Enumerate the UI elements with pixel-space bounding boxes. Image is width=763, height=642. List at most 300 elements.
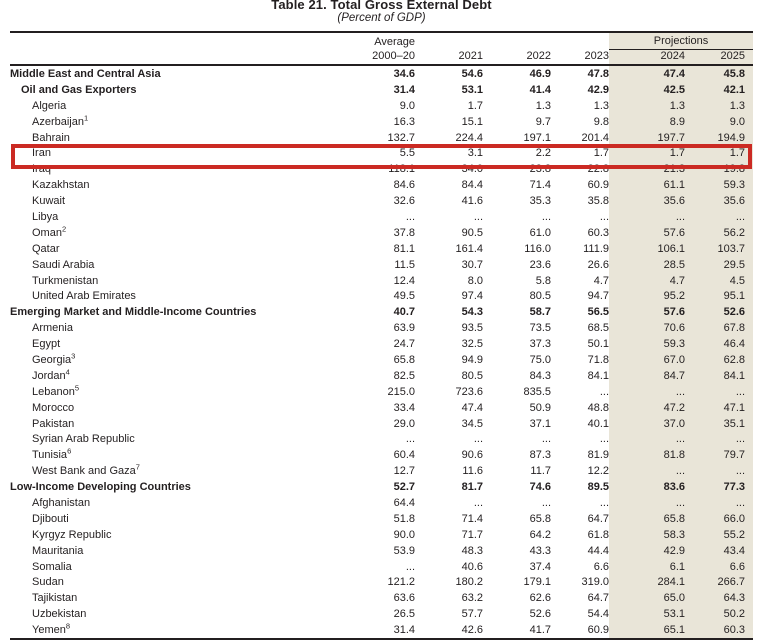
value-cell: 61.8 — [587, 528, 609, 541]
row-label: Low-Income Developing Countries — [10, 481, 191, 494]
year-header-2025: 2025 — [685, 50, 753, 66]
value-cell: 9.0 — [399, 99, 415, 112]
value-cell: 4.5 — [685, 273, 753, 289]
value-cell: 1.3 — [535, 99, 551, 112]
value-cell: 65.0 — [609, 590, 685, 606]
value-cell: 723.6 — [455, 385, 483, 398]
footnote-marker: 1 — [83, 113, 89, 122]
value-cell: 835.5 — [523, 385, 551, 398]
value-cell: ... — [609, 209, 685, 225]
row-label: Georgia$^3$ — [32, 352, 76, 366]
footnote-marker: 4 — [65, 367, 70, 377]
year-header-2021: 2021 — [458, 50, 483, 62]
table-row — [10, 241, 753, 257]
value-cell: 90.5 — [461, 226, 483, 239]
row-label: United Arab Emirates — [32, 290, 136, 303]
value-cell: 65.8 — [393, 353, 415, 366]
value-cell: 34.0 — [461, 163, 483, 176]
value-cell: 63.9 — [393, 322, 415, 335]
value-cell: ... — [405, 560, 415, 573]
value-cell: 11.6 — [462, 465, 483, 478]
table-row — [10, 336, 753, 352]
value-cell: 6.1 — [609, 559, 685, 575]
row-label: Tajikistan — [32, 592, 78, 605]
value-cell: 71.8 — [587, 353, 609, 366]
value-cell: 94.9 — [461, 353, 483, 366]
table-row — [10, 304, 753, 320]
value-cell: 65.8 — [609, 511, 685, 527]
table-row — [10, 479, 753, 495]
value-cell: 42.9 — [587, 83, 609, 96]
table-row — [10, 288, 753, 304]
value-cell: 89.5 — [587, 481, 609, 494]
value-cell: 30.7 — [461, 258, 483, 271]
value-cell: 179.1 — [523, 576, 551, 589]
value-cell: 52.6 — [685, 304, 753, 320]
value-cell: ... — [541, 433, 551, 446]
value-cell: 11.5 — [394, 258, 415, 271]
value-cell: ... — [685, 209, 753, 225]
row-label: Turkmenistan — [32, 274, 99, 287]
value-cell: 28.5 — [609, 257, 685, 273]
table-row — [10, 145, 753, 161]
table-row — [10, 177, 753, 193]
value-cell: 84.1 — [685, 368, 753, 384]
value-cell: 42.1 — [685, 82, 753, 98]
value-cell: 12.4 — [393, 274, 415, 287]
value-cell: 74.6 — [529, 481, 551, 494]
value-cell: 1.7 — [685, 145, 753, 161]
value-cell: 11.7 — [530, 465, 551, 478]
value-cell: 35.6 — [685, 193, 753, 209]
value-cell: 35.6 — [609, 193, 685, 209]
table-row — [10, 622, 753, 639]
row-label: Jordan$^4$ — [32, 367, 70, 382]
value-cell: 60.4 — [393, 449, 415, 462]
table-row — [10, 606, 753, 622]
value-cell: ... — [609, 463, 685, 479]
value-cell: 64.7 — [587, 592, 609, 605]
row-label: Djibouti — [32, 512, 69, 525]
value-cell: 90.6 — [461, 449, 483, 462]
row-label: Mauritania — [32, 544, 84, 557]
value-cell: 60.9 — [587, 624, 609, 637]
value-cell: 34.6 — [393, 67, 415, 80]
value-cell: 65.8 — [529, 512, 551, 525]
value-cell: 197.1 — [523, 131, 551, 144]
value-cell: 61.0 — [529, 226, 551, 239]
value-cell: 26.5 — [393, 608, 415, 621]
footnote-marker: 2 — [61, 224, 67, 234]
value-cell: 24.7 — [393, 338, 415, 351]
value-cell: 52.7 — [393, 481, 415, 494]
value-cell: 84.6 — [393, 179, 415, 192]
value-cell: 52.6 — [529, 608, 551, 621]
table-row — [10, 447, 753, 463]
table-row — [10, 130, 753, 146]
value-cell: 80.5 — [461, 369, 483, 382]
table-title: Table 21. Total Gross External Debt — [271, 0, 492, 12]
value-cell: 1.7 — [609, 145, 685, 161]
table-body — [10, 65, 753, 639]
value-cell: 57.7 — [461, 608, 483, 621]
value-cell: 84.4 — [461, 179, 483, 192]
value-cell: 84.3 — [529, 369, 551, 382]
value-cell: 12.7 — [393, 465, 415, 478]
value-cell: 47.2 — [609, 400, 685, 416]
value-cell: 60.3 — [685, 622, 753, 639]
value-cell: ... — [473, 210, 483, 223]
value-cell: 161.4 — [455, 242, 483, 255]
table-row — [10, 559, 753, 575]
value-cell: 40.7 — [393, 306, 415, 319]
value-cell: 50.1 — [587, 338, 609, 351]
value-cell: 266.7 — [685, 575, 753, 591]
value-cell: 34.5 — [461, 417, 483, 430]
value-cell: 41.7 — [529, 624, 551, 637]
value-cell: 82.5 — [393, 369, 415, 382]
row-label: Kuwait — [32, 195, 66, 208]
country-column-spacer — [10, 32, 355, 50]
value-cell: 75.0 — [529, 353, 551, 366]
row-label: Egypt — [32, 338, 61, 351]
row-label: Kazakhstan — [32, 179, 90, 192]
value-cell: 31.4 — [393, 83, 415, 96]
value-cell: 23.8 — [529, 163, 551, 176]
row-label: Emerging Market and Middle-Income Countries — [10, 306, 257, 319]
value-cell: 66.0 — [685, 511, 753, 527]
value-cell: 67.0 — [609, 352, 685, 368]
row-label: Middle East and Central Asia — [10, 67, 161, 80]
value-cell: 6.6 — [593, 560, 609, 573]
value-cell: 31.4 — [393, 624, 415, 637]
table-row — [10, 543, 753, 559]
value-cell: 65.1 — [609, 622, 685, 639]
table-row — [10, 98, 753, 114]
table-row — [10, 320, 753, 336]
value-cell: 180.2 — [455, 576, 483, 589]
row-label: Kyrgyz Republic — [32, 528, 112, 541]
row-label: Saudi Arabia — [32, 258, 95, 271]
value-cell: 19.8 — [685, 161, 753, 177]
table-row — [10, 495, 753, 511]
footnote-marker: 7 — [135, 463, 140, 472]
value-cell: 71.4 — [461, 512, 483, 525]
value-cell: 47.8 — [587, 67, 609, 80]
row-label: West Bank and Gaza$^7$ — [32, 463, 140, 478]
value-cell: ... — [685, 495, 753, 511]
value-cell: 118.1 — [388, 163, 415, 176]
value-cell: 46.9 — [529, 67, 551, 80]
value-cell: 121.2 — [387, 576, 415, 589]
row-label: Pakistan — [32, 417, 75, 430]
table-row — [10, 257, 753, 273]
value-cell: 32.5 — [461, 338, 483, 351]
value-cell: 47.4 — [609, 65, 685, 82]
value-cell: 43.4 — [685, 543, 753, 559]
value-cell: 43.3 — [529, 544, 551, 557]
value-cell: 29.5 — [685, 257, 753, 273]
table-row — [10, 463, 753, 479]
table-row — [10, 209, 753, 225]
value-cell: 62.8 — [685, 352, 753, 368]
value-cell: 201.4 — [581, 131, 609, 144]
row-label: Syrian Arab Republic — [32, 433, 135, 446]
value-cell: 59.3 — [685, 177, 753, 193]
table-row — [10, 511, 753, 527]
value-cell: 58.7 — [529, 306, 551, 319]
value-cell: 8.0 — [467, 274, 483, 287]
row-label: Algeria — [32, 99, 67, 112]
value-cell: 9.0 — [685, 114, 753, 130]
value-cell: 35.8 — [587, 195, 609, 208]
value-cell: 44.4 — [587, 544, 609, 557]
table-row — [10, 527, 753, 543]
value-cell: 73.5 — [529, 322, 551, 335]
value-cell: 29.0 — [393, 417, 415, 430]
country-column-header — [10, 50, 355, 66]
value-cell: 84.7 — [609, 368, 685, 384]
value-cell: 42.6 — [461, 624, 483, 637]
table-row — [10, 400, 753, 416]
table-row — [10, 65, 753, 82]
value-cell: 80.5 — [529, 290, 551, 303]
value-cell: 40.6 — [461, 560, 483, 573]
value-cell: 3.1 — [467, 147, 483, 160]
row-label: Sudan — [32, 576, 64, 589]
value-cell: 1.3 — [609, 98, 685, 114]
value-cell: 60.3 — [587, 226, 609, 239]
value-cell: 57.6 — [609, 304, 685, 320]
value-cell: 215.0 — [387, 385, 415, 398]
value-cell: ... — [405, 433, 415, 446]
value-cell: 1.7 — [467, 99, 483, 112]
value-cell: 319.0 — [581, 576, 609, 589]
value-cell: 59.3 — [609, 336, 685, 352]
row-label: Lebanon$^5$ — [32, 383, 79, 398]
row-label: Bahrain — [32, 131, 70, 144]
table-row — [10, 384, 753, 400]
table-row — [10, 161, 753, 177]
table-row — [10, 193, 753, 209]
value-cell: 67.8 — [685, 320, 753, 336]
value-cell: ... — [685, 431, 753, 447]
value-cell: 103.7 — [685, 241, 753, 257]
average-column-header: Average — [374, 35, 415, 48]
table-subtitle: (Percent of GDP) — [337, 12, 426, 24]
value-cell: ... — [599, 210, 609, 223]
value-cell: 64.3 — [685, 590, 753, 606]
table-header — [10, 32, 753, 65]
value-cell: 58.3 — [609, 527, 685, 543]
value-cell: 284.1 — [609, 575, 685, 591]
value-cell: 9.8 — [593, 115, 609, 128]
value-cell: 93.5 — [461, 322, 483, 335]
row-label: Libya — [32, 210, 59, 223]
row-label: Azerbaijan$^1$ — [32, 113, 89, 128]
footnote-marker: 6 — [67, 447, 72, 456]
value-cell: 23.6 — [529, 258, 551, 271]
value-cell: ... — [685, 384, 753, 400]
table-row — [10, 416, 753, 432]
value-cell: 224.4 — [455, 131, 483, 144]
value-cell: 53.9 — [393, 544, 415, 557]
value-cell: 42.5 — [609, 82, 685, 98]
value-cell: 50.9 — [529, 401, 551, 414]
value-cell: 47.1 — [685, 400, 753, 416]
footnote-marker: 3 — [71, 352, 76, 361]
value-cell: 64.2 — [529, 528, 551, 541]
value-cell: 53.1 — [609, 606, 685, 622]
value-cell: 197.7 — [609, 130, 685, 146]
value-cell: 106.1 — [609, 241, 685, 257]
value-cell: 63.6 — [393, 592, 415, 605]
value-cell: 42.9 — [609, 543, 685, 559]
value-cell: 84.1 — [587, 369, 609, 382]
value-cell: 81.9 — [587, 449, 609, 462]
value-cell: 49.5 — [393, 290, 415, 303]
row-label: Tunisia$^6$ — [32, 447, 72, 462]
value-cell: 2.2 — [535, 147, 551, 160]
value-cell: 87.3 — [529, 449, 551, 462]
value-cell: 1.3 — [685, 98, 753, 114]
value-cell: 5.5 — [399, 147, 415, 160]
value-cell: 97.4 — [461, 290, 483, 303]
value-cell: 37.1 — [529, 417, 551, 430]
value-cell: ... — [541, 210, 551, 223]
footnote-marker: 8 — [65, 622, 71, 631]
value-cell: ... — [541, 496, 551, 509]
value-cell: ... — [473, 496, 483, 509]
value-cell: 81.1 — [393, 242, 415, 255]
value-cell: 45.8 — [685, 65, 753, 82]
value-cell: 15.1 — [461, 115, 483, 128]
value-cell: 70.6 — [609, 320, 685, 336]
table-row — [10, 431, 753, 447]
value-cell: 79.7 — [685, 447, 753, 463]
value-cell: 63.2 — [461, 592, 483, 605]
row-label: Armenia — [32, 322, 73, 335]
row-label: Qatar — [32, 242, 60, 255]
value-cell: 37.3 — [529, 338, 551, 351]
value-cell: 61.1 — [609, 177, 685, 193]
year-header-2000-20: 2000–20 — [372, 50, 415, 62]
value-cell: 40.1 — [587, 417, 609, 430]
row-label: Iran — [32, 147, 51, 160]
row-label: Yemen$^8$ — [32, 622, 71, 637]
value-cell: 95.1 — [685, 288, 753, 304]
value-cell: ... — [599, 385, 609, 398]
value-cell: 37.4 — [529, 560, 551, 573]
year-header-2022: 2022 — [526, 50, 551, 62]
value-cell: 35.1 — [685, 416, 753, 432]
value-cell: 57.6 — [609, 225, 685, 241]
value-cell: 32.6 — [393, 195, 415, 208]
year-header-2024: 2024 — [609, 50, 685, 66]
value-cell: 41.6 — [461, 195, 483, 208]
row-label: Afghanistan — [32, 496, 91, 509]
value-cell: 95.2 — [609, 288, 685, 304]
projections-column-header: Projections — [609, 32, 753, 50]
value-cell: ... — [609, 384, 685, 400]
value-cell: 47.4 — [461, 401, 483, 414]
table-row — [10, 114, 753, 130]
row-label: Oil and Gas Exporters — [21, 83, 137, 96]
value-cell: 48.8 — [587, 401, 609, 414]
value-cell: ... — [609, 431, 685, 447]
value-cell: 41.4 — [529, 83, 551, 96]
value-cell: 9.7 — [535, 115, 551, 128]
value-cell: 194.9 — [685, 130, 753, 146]
value-cell: 116.0 — [524, 242, 551, 255]
value-cell: ... — [473, 433, 483, 446]
value-cell: 54.3 — [461, 306, 483, 319]
value-cell: 33.4 — [393, 401, 415, 414]
value-cell: 26.6 — [587, 258, 609, 271]
value-cell: 56.5 — [587, 306, 609, 319]
table-row — [10, 352, 753, 368]
table-row — [10, 590, 753, 606]
value-cell: 132.7 — [387, 131, 415, 144]
value-cell: 51.8 — [393, 512, 415, 525]
value-cell: ... — [405, 210, 415, 223]
value-cell: 12.2 — [587, 465, 609, 478]
value-cell: 22.8 — [587, 163, 609, 176]
value-cell: 64.4 — [393, 496, 415, 509]
row-label: Iraq — [32, 163, 51, 176]
row-label: Somalia — [32, 560, 72, 573]
year-header-2023: 2023 — [584, 50, 609, 62]
value-cell: 16.3 — [393, 115, 415, 128]
value-cell: 56.2 — [685, 225, 753, 241]
value-cell: 64.7 — [587, 512, 609, 525]
row-label: Uzbekistan — [32, 608, 87, 621]
value-cell: ... — [599, 496, 609, 509]
value-cell: 37.0 — [609, 416, 685, 432]
value-cell: 55.2 — [685, 527, 753, 543]
value-cell: 50.2 — [685, 606, 753, 622]
value-cell: 53.1 — [461, 83, 483, 96]
value-cell: ... — [599, 433, 609, 446]
value-cell: 4.7 — [609, 273, 685, 289]
value-cell: 54.4 — [587, 608, 609, 621]
table-row — [10, 82, 753, 98]
value-cell: 90.0 — [393, 528, 415, 541]
value-cell: 1.3 — [593, 99, 609, 112]
value-cell: 21.3 — [609, 161, 685, 177]
value-cell: 8.9 — [609, 114, 685, 130]
table-row — [10, 368, 753, 384]
value-cell: 48.3 — [461, 544, 483, 557]
value-cell: 46.4 — [685, 336, 753, 352]
value-cell: 5.8 — [535, 274, 551, 287]
value-cell: 77.3 — [685, 479, 753, 495]
value-cell: 94.7 — [587, 290, 609, 303]
value-cell: 4.7 — [593, 274, 609, 287]
value-cell: 35.3 — [529, 195, 551, 208]
table-row — [10, 575, 753, 591]
external-debt-table — [10, 31, 753, 640]
row-label: Oman$^2$ — [32, 224, 67, 239]
value-cell: 62.6 — [529, 592, 551, 605]
value-cell: 71.7 — [461, 528, 483, 541]
value-cell: 81.8 — [609, 447, 685, 463]
table-row — [10, 225, 753, 241]
value-cell: 1.7 — [593, 147, 609, 160]
value-cell: 81.7 — [461, 481, 483, 494]
value-cell: 37.8 — [393, 226, 415, 239]
value-cell: 60.9 — [587, 179, 609, 192]
